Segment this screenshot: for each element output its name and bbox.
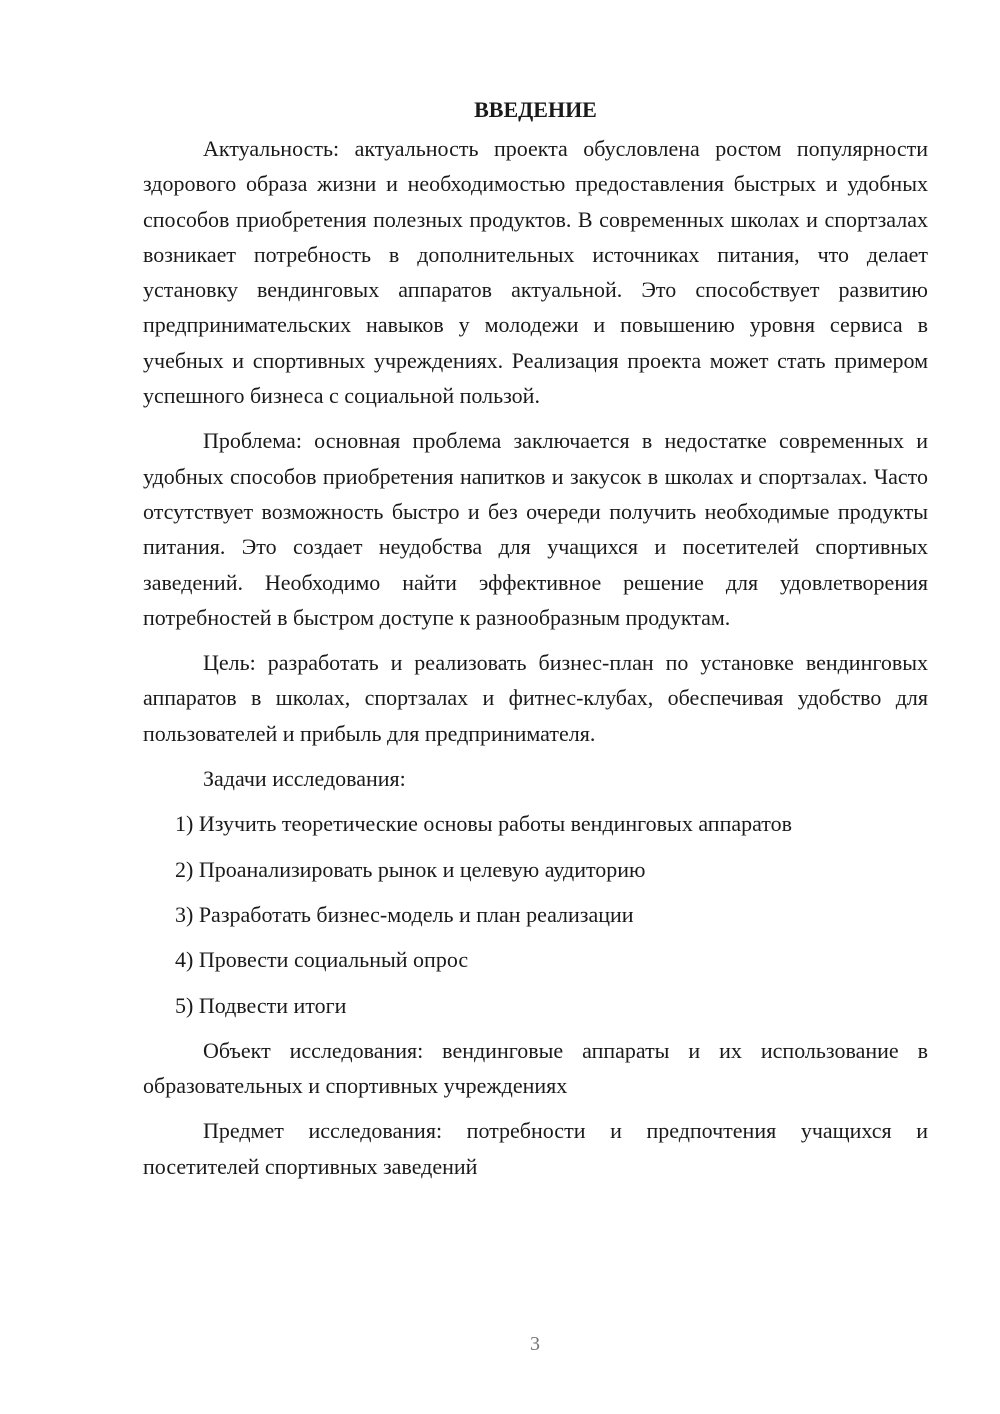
task-item-4: 4) Провести социальный опрос <box>175 947 469 973</box>
task-item-5: 5) Подвести итоги <box>175 992 347 1018</box>
task-item-3: 3) Разработать бизнес-модель и план реализации <box>175 901 634 927</box>
task-item-2: 2) Проанализировать рынок и целевую аудиторию <box>175 856 646 882</box>
document-page <box>143 92 928 1194</box>
task-item-1: 1) Изучить теоретические основы работы вендинговых аппаратов <box>175 811 793 837</box>
page-title: ВВЕДЕНИЕ <box>474 97 597 122</box>
paragraph-problem: Проблема: основная проблема заключается в недостатке современных и удобных способов приобретения напитков и закусок в школах и спортзалах. Часто отсутствует возможность быстро и без очереди получить необходимые продукты питания. Это создает неудобства для учащихся и посетителей спортивных заведений. Необходимо найти эффективное решение для удовлетворения потребностей в быстром доступе к разнообразным продуктам. <box>143 428 928 630</box>
paragraph-goal: Цель: разработать и реализовать бизнес-план по установке вендинговых аппаратов в школах, спортзалах и фитнес-клубах, обеспечивая удобство для пользователей и прибыль для предпринимателя. <box>143 650 928 746</box>
tasks-list <box>143 806 928 1022</box>
paragraph-subject: Предмет исследования: потребности и предпочтения учащихся и посетителей спортивных заведений <box>143 1118 928 1179</box>
tasks-heading: Задачи исследования: <box>203 766 406 792</box>
paragraph-object: Объект исследования: вендинговые аппараты и их использование в образовательных и спортивных учреждениях <box>143 1037 928 1099</box>
paragraph-relevance: Актуальность: актуальность проекта обусловлена ростом популярности здорового образа жизни и необходимостью предоставления быстрых и удобных способов приобретения полезных продуктов. В современных школах и спортзалах возникает потребность в дополнительных источниках питания, что делает установку вендинговых аппаратов актуальной. Это способствует развитию предпринимательских навыков у молодежи и повышению уровня сервиса в учебных и спортивных учреждениях. Реализация проекта может стать примером успешного бизнеса с социальной пользой. <box>143 136 928 409</box>
page-number: 3 <box>530 1333 540 1355</box>
